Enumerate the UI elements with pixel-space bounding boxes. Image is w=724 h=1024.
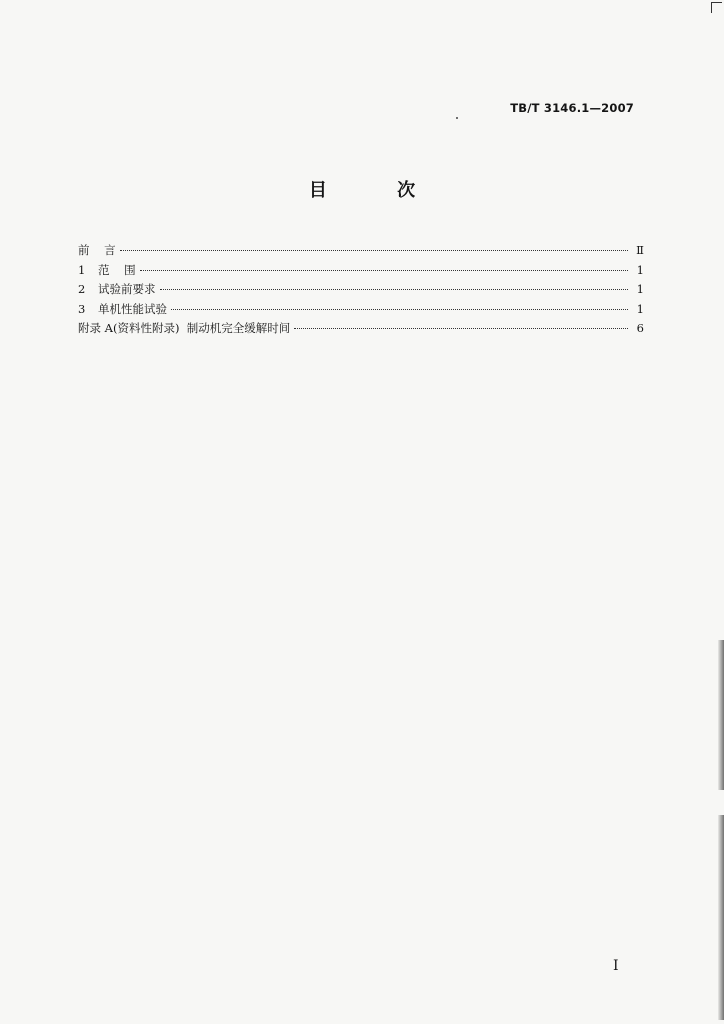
scan-speck [456,117,458,119]
toc-dot-leader [294,328,628,329]
scan-edge-shadow [718,815,724,1020]
toc-entry-label: 附录 A(资料性附录) 制动机完全缓解时间 [78,321,291,335]
toc-entry-label: 3 单机性能试验 [78,301,167,316]
document-code: TB/T 3146.1—2007 [510,101,634,115]
toc-page-number: 1 [636,282,644,296]
toc-dot-leader [140,270,628,271]
toc-entry-label: 1 范 围 [78,262,136,277]
toc-page-number: 6 [636,321,644,335]
toc-page-number: 1 [636,262,644,277]
toc-dot-leader [120,250,628,251]
toc-entry-appendix-a[interactable] [78,319,644,339]
toc-entry-single-unit-test[interactable] [78,300,644,320]
toc-entry-foreword[interactable] [78,241,644,261]
scan-corner-mark [711,2,722,13]
toc-entry-label: 前 言 [78,243,116,257]
scan-edge-shadow [718,640,724,790]
toc-dot-leader [160,289,629,290]
toc-entry-label: 2 试验前要求 [78,282,156,296]
table-of-contents [78,241,644,339]
toc-page-number: Ⅱ [636,243,644,257]
toc-entry-pretest-requirements[interactable] [78,280,644,300]
toc-title: 目 次 [308,180,448,201]
footer-page-number: I [613,958,619,974]
toc-entry-scope[interactable] [78,261,644,281]
toc-dot-leader [171,309,628,310]
toc-page-number: 1 [636,301,644,316]
